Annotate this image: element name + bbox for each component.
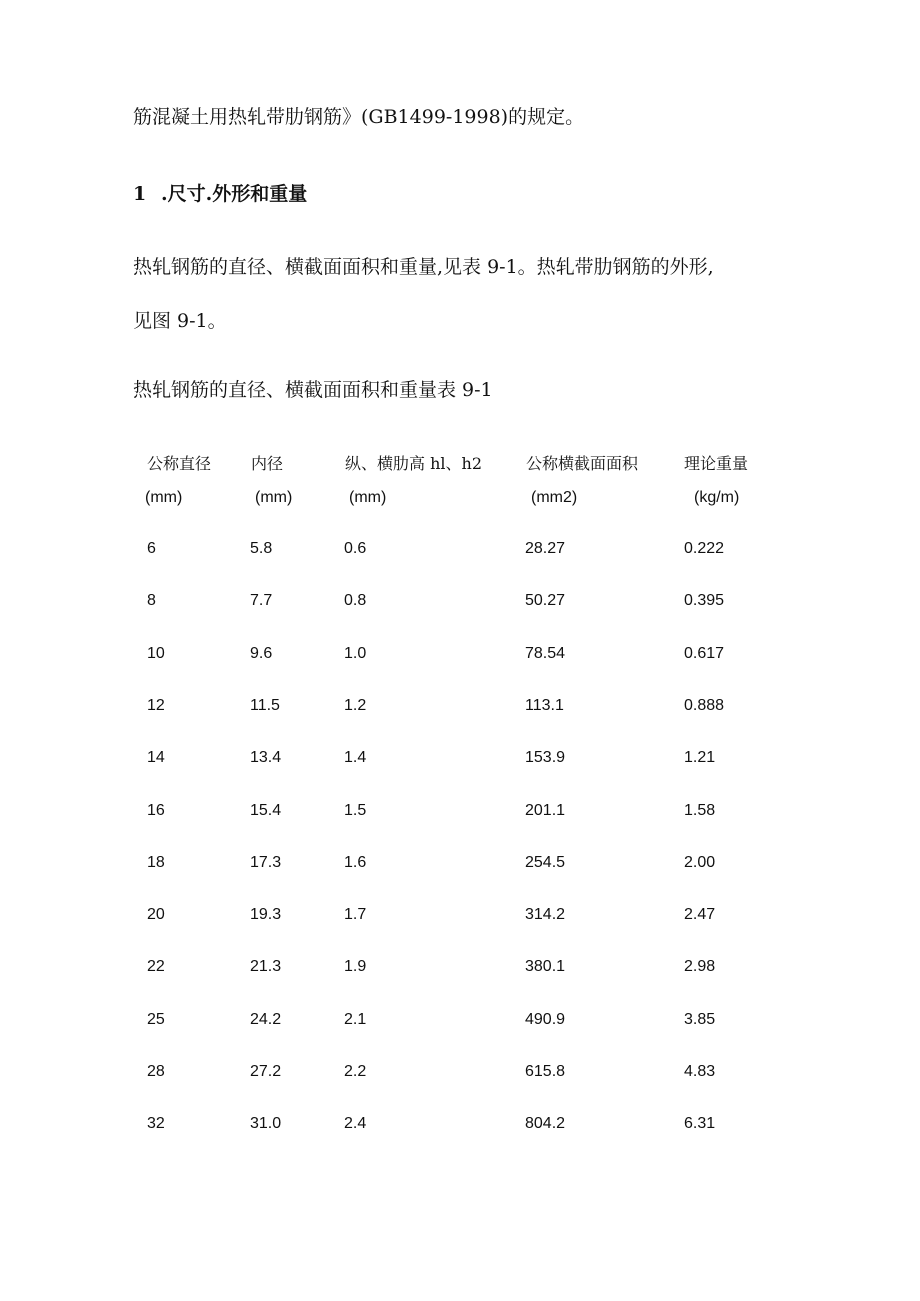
cell-nominal-diameter: 20 (147, 906, 165, 923)
cell-inner-diameter: 17.3 (250, 854, 282, 871)
cell-cross-section-area: 153.9 (525, 749, 566, 766)
cell-nominal-diameter: 8 (147, 592, 156, 609)
cell-rib-height: 2.2 (344, 1063, 367, 1080)
cell-nominal-diameter: 12 (147, 697, 165, 714)
cell-cross-section-area: 804.2 (525, 1115, 566, 1132)
cell-inner-diameter: 13.4 (250, 749, 282, 766)
cell-theoretical-weight: 1.21 (684, 749, 716, 766)
cell-inner-diameter: 31.0 (250, 1115, 282, 1132)
cell-theoretical-weight: 2.47 (684, 906, 716, 923)
cell-cross-section-area: 113.1 (525, 697, 564, 714)
cell-inner-diameter: 27.2 (250, 1063, 282, 1080)
cell-rib-height: 2.1 (344, 1011, 367, 1028)
header-nominal-diameter-unit: (mm) (145, 489, 183, 506)
cell-theoretical-weight: 0.222 (684, 540, 725, 557)
cell-inner-diameter: 19.3 (250, 906, 282, 923)
cell-cross-section-area: 28.27 (525, 540, 566, 557)
cell-nominal-diameter: 25 (147, 1011, 165, 1028)
cell-rib-height: 1.2 (344, 697, 367, 714)
cell-theoretical-weight: 3.85 (684, 1011, 716, 1028)
cell-theoretical-weight: 4.83 (684, 1063, 716, 1080)
cell-theoretical-weight: 0.395 (684, 592, 725, 609)
cell-rib-height: 2.4 (344, 1115, 367, 1132)
cell-inner-diameter: 11.5 (250, 697, 280, 714)
body-line-2: 见图 9-1。 (133, 310, 227, 332)
cell-cross-section-area: 490.9 (525, 1011, 566, 1028)
cell-nominal-diameter: 6 (147, 540, 156, 557)
cell-nominal-diameter: 18 (147, 854, 165, 871)
section-title: .尺寸.外形和重量 (161, 183, 308, 205)
cell-inner-diameter: 5.8 (250, 540, 273, 557)
cell-inner-diameter: 15.4 (250, 802, 282, 819)
cell-theoretical-weight: 2.00 (684, 854, 716, 871)
cell-nominal-diameter: 10 (147, 645, 165, 662)
cell-theoretical-weight: 2.98 (684, 958, 716, 975)
cell-inner-diameter: 9.6 (250, 645, 273, 662)
body-line-1: 热轧钢筋的直径、横截面面积和重量,见表 9-1。热轧带肋钢筋的外形, (133, 256, 714, 278)
header-cross-section-area: 公称横截面面积 (526, 454, 639, 473)
header-rib-height-unit: (mm) (349, 489, 387, 506)
cell-nominal-diameter: 16 (147, 802, 165, 819)
cell-cross-section-area: 78.54 (525, 645, 566, 662)
cell-inner-diameter: 21.3 (250, 958, 282, 975)
cell-nominal-diameter: 22 (147, 958, 165, 975)
cell-cross-section-area: 50.27 (525, 592, 566, 609)
cell-rib-height: 1.0 (344, 645, 367, 662)
cell-theoretical-weight: 6.31 (684, 1115, 716, 1132)
header-theoretical-weight: 理论重量 (684, 454, 749, 473)
cell-rib-height: 1.4 (344, 749, 367, 766)
table-caption: 热轧钢筋的直径、横截面面积和重量表 9-1 (133, 379, 493, 401)
header-nominal-diameter: 公称直径 (147, 454, 212, 473)
cell-rib-height: 1.6 (344, 854, 367, 871)
section-heading (133, 185, 307, 204)
cell-rib-height: 0.6 (344, 540, 367, 557)
cell-nominal-diameter: 28 (147, 1063, 165, 1080)
cell-cross-section-area: 201.1 (525, 802, 566, 819)
header-rib-height: 纵、横肋高 hl、h2 (345, 454, 482, 473)
cell-theoretical-weight: 1.58 (684, 802, 716, 819)
header-theoretical-weight-unit: (kg/m) (694, 489, 740, 506)
cell-cross-section-area: 380.1 (525, 958, 566, 975)
cell-cross-section-area: 314.2 (525, 906, 566, 923)
cell-inner-diameter: 7.7 (250, 592, 273, 609)
intro-line: 筋混凝土用热轧带肋钢筋》(GB1499-1998)的规定。 (133, 106, 585, 128)
cell-rib-height: 1.5 (344, 802, 367, 819)
header-inner-diameter: 内径 (251, 454, 284, 473)
cell-theoretical-weight: 0.617 (684, 645, 725, 662)
cell-nominal-diameter: 14 (147, 749, 165, 766)
section-number: 1 (133, 183, 147, 205)
cell-cross-section-area: 254.5 (525, 854, 566, 871)
cell-nominal-diameter: 32 (147, 1115, 165, 1132)
cell-rib-height: 1.9 (344, 958, 367, 975)
cell-rib-height: 0.8 (344, 592, 367, 609)
cell-theoretical-weight: 0.888 (684, 697, 725, 714)
cell-inner-diameter: 24.2 (250, 1011, 282, 1028)
cell-cross-section-area: 615.8 (525, 1063, 566, 1080)
cell-rib-height: 1.7 (344, 906, 367, 923)
header-inner-diameter-unit: (mm) (255, 489, 293, 506)
header-cross-section-area-unit: (mm2) (531, 489, 578, 506)
